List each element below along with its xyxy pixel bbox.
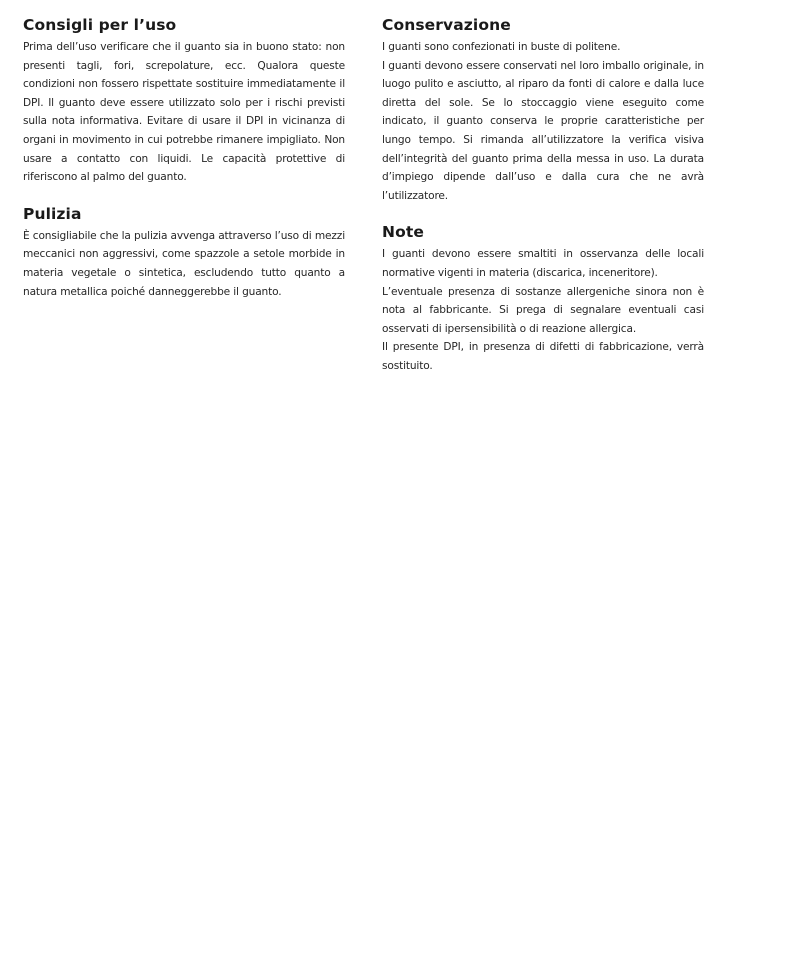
section-body: Prima dell’uso verificare che il guanto sia in buono stato: non presenti tagli, fori, screpolature, ecc. Qualora queste condizioni non fossero rispettate sostituire immediatamente il DPI. Il guanto deve essere utilizzato solo per i rischi previsti sulla nota informativa. Evitare di usare il DPI in vicinanza di organi in movimento in cui potrebbe rimanere impigliato. Non usare a contatto con liquidi. Le capacità protettive di riferiscono al palmo del guanto.: [23, 41, 345, 184]
section-paragraph: I guanti devono essere conservati nel loro imballo originale, in luogo pulito e asciutto, al riparo da fonti di calore e dalla luce diretta del sole. Se lo stoccaggio viene eseguito come indicato, il guanto conserva le proprie caratteristiche per lungo tempo. Si rimanda all’utilizzatore la verifica visiva dell’integrità del guanto prima della messa in uso. La durata d’impiego dipende dall’uso e dalla cura che ne avrà l’utilizzatore.: [382, 59, 704, 202]
section-paragraph: I guanti sono confezionati in buste di politene.: [382, 41, 621, 53]
section-title: Conservazione: [382, 16, 511, 34]
section-consigli-per-uso: [23, 16, 345, 187]
section-note: [382, 223, 704, 375]
section-body: È consigliabile che la pulizia avvenga attraverso l’uso di mezzi meccanici non aggressivi, come spazzole a setole morbide in materia vegetale o sintetica, escludendo tutto quanto a natura metallica poiché danneggerebbe il guanto.: [23, 229, 345, 298]
section-paragraph: L’eventuale presenza di sostanze allergeniche sinora non è nota al fabbricante. Si prega di segnalare eventuali casi osservati di ipersensibilità o di reazione allergica.: [382, 285, 704, 335]
left-column: [23, 16, 345, 319]
section-title: Pulizia: [23, 204, 82, 223]
section-paragraph: I guanti devono essere smaltiti in osservanza delle locali normative vigenti in materia (discarica, inceneritore).: [382, 248, 704, 279]
section-conservazione: [382, 16, 704, 205]
section-pulizia: [23, 205, 345, 301]
section-title: Consigli per l’uso: [23, 16, 177, 34]
right-column: [382, 16, 704, 394]
section-paragraph: Il presente DPI, in presenza di difetti di fabbricazione, verrà sostituito.: [382, 341, 704, 372]
section-title: Note: [382, 223, 424, 242]
